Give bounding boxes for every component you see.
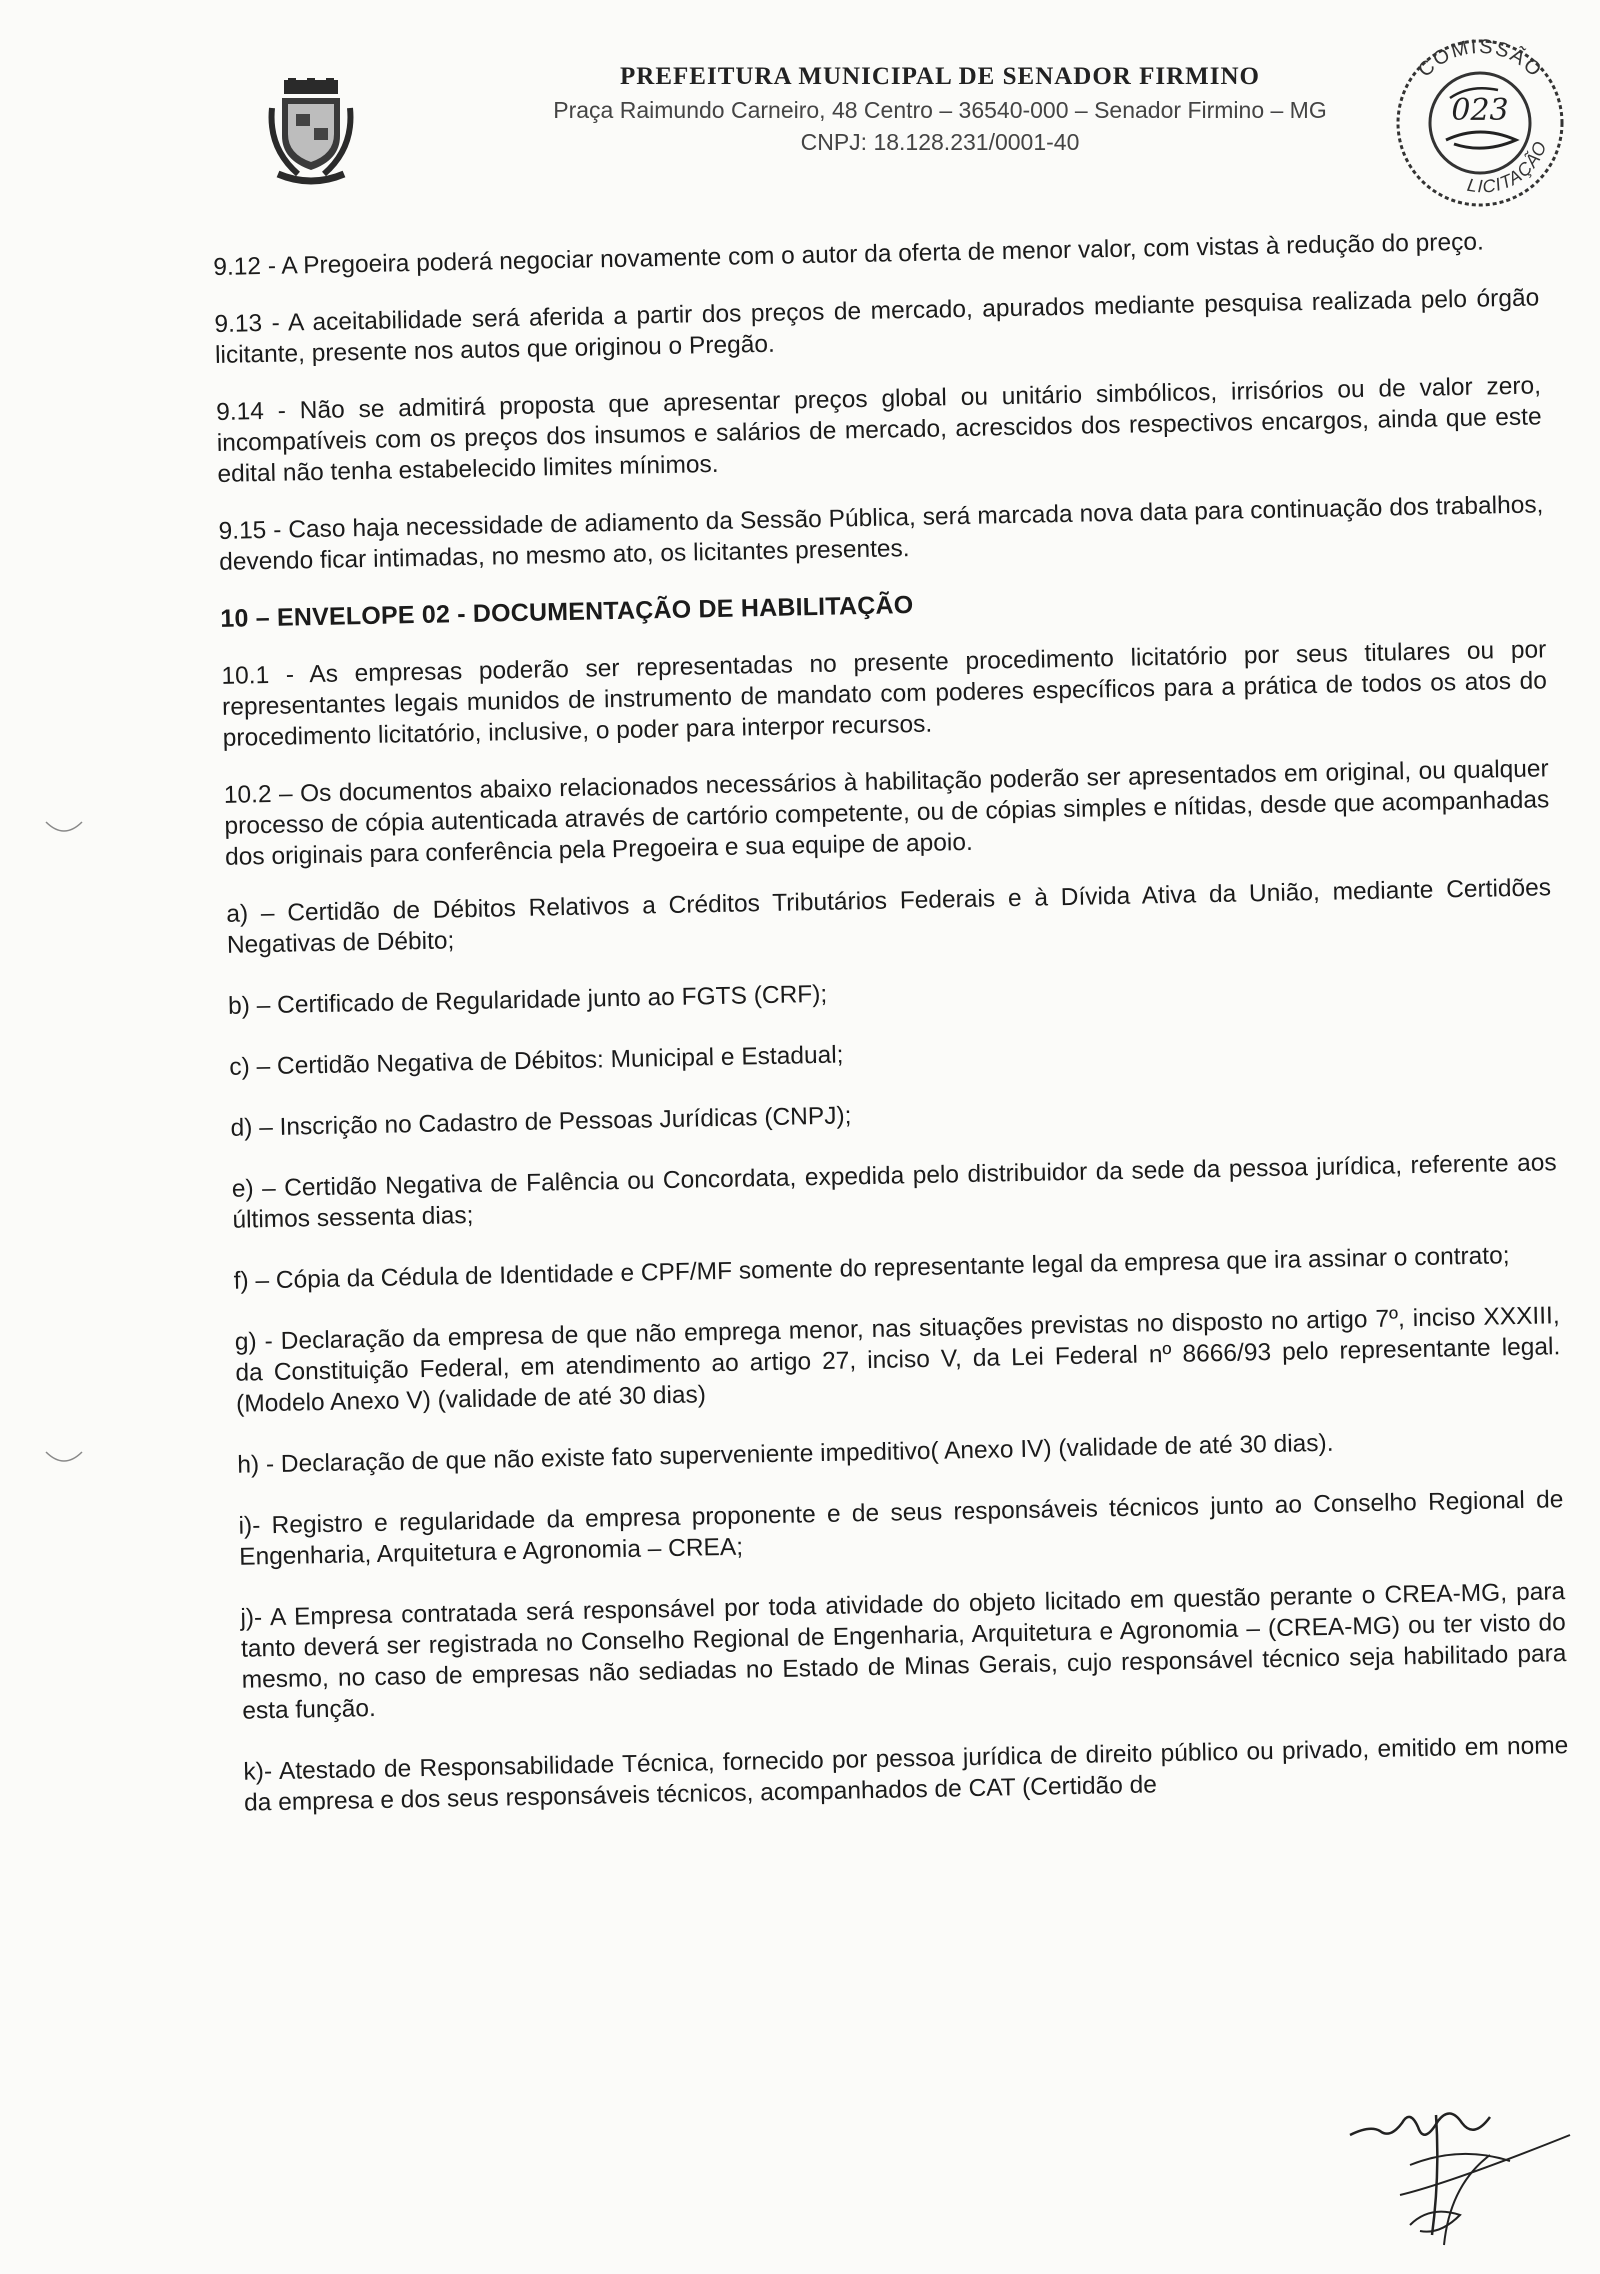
- svg-text:COMISSÃO: COMISSÃO: [1413, 35, 1547, 83]
- clause-9-15: 9.15 - Caso haja necessidade de adiamento da Sessão Pública, será marcada nova data para continuação dos trabalhos, devendo ficar intimadas, no mesmo ato, os licitantes presentes.: [218, 491, 1544, 576]
- section-title: 10 – ENVELOPE 02 - DOCUMENTAÇÃO DE HABILITAÇÃO: [220, 591, 914, 633]
- handwritten-signature: [1340, 2065, 1580, 2255]
- svg-text:LICITAÇÃO: LICITAÇÃO: [1465, 137, 1551, 197]
- letterhead-title: PREFEITURA MUNICIPAL DE SENADOR FIRMINO: [620, 63, 1260, 90]
- list-item-b: b) – Certificado de Regularidade junto ao FGTS (CRF);: [227, 980, 828, 1020]
- clause-9-13: 9.13 - A aceitabilidade será aferida a partir dos preços de mercado, apurados mediante pesquisa realizada pelo órgão licitante, presente nos autos que originou o Pregão.: [214, 284, 1540, 369]
- punch-hole-mark: [44, 818, 84, 838]
- list-item-d: d) – Inscrição no Cadastro de Pessoas Jurídicas (CNPJ);: [230, 1102, 852, 1142]
- list-item-j: j)- A Empresa contratada será responsável por toda atividade do objeto licitado em questão perante o CREA-MG, para tanto deverá ser registrada no Conselho Regional de Engenharia, Arquitetura e Agronomia – (CREA-MG) ou ter visto do mesmo, no caso de empresas não sediadas no Estado de Minas Gerais, cujo responsável técnico seja habilitado para esta função.: [240, 1578, 1567, 1725]
- list-item-k: k)- Atestado de Responsabilidade Técnica, fornecido por pessoa jurídica de direito público ou privado, emitido em nome da empresa e dos seus responsáveis técnicos, acompanhados de CAT (Certidão de: [243, 1732, 1569, 1817]
- letterhead-address: Praça Raimundo Carneiro, 48 Centro – 36540-000 – Senador Firmino – MG: [553, 97, 1327, 123]
- commission-stamp-icon: [1380, 28, 1580, 208]
- letterhead-cnpj: CNPJ: 18.128.231/0001-40: [800, 129, 1080, 155]
- list-item-f: f) – Cópia da Cédula de Identidade e CPF/MF somente do representante legal da empresa que ira assinar o contrato;: [233, 1242, 1510, 1295]
- letterhead: [460, 60, 1420, 158]
- stamp-page-number: 023: [1451, 93, 1509, 128]
- list-item-a: a) – Certidão de Débitos Relativos a Créditos Tributários Federais e à Dívida Ativa da União, mediante Certidões Negativas de Débito;: [226, 874, 1552, 959]
- list-item-c: c) – Certidão Negativa de Débitos: Municipal e Estadual;: [229, 1041, 844, 1081]
- clause-9-14: 9.14 - Não se admitirá proposta que apresentar preços global ou unitário simbólicos, irrisórios ou de valor zero, incompatíveis com os preços dos insumos e salários de mercado, acrescidos dos respectivos encargos, ainda que este edital não tenha estabelecido limites mínimos.: [215, 372, 1542, 488]
- list-item-i: i)- Registro e regularidade da empresa proponente e de seus responsáveis técnicos junto ao Conselho Regional de Engenharia, Arquitetura e Agronomia – CREA;: [238, 1486, 1564, 1571]
- list-item-h: h) - Declaração de que não existe fato superveniente impeditivo( Anexo IV) (validade de até 30 dias).: [237, 1429, 1334, 1479]
- document-body: [213, 225, 1570, 1848]
- list-item-g: g) - Declaração da empresa de que não emprega menor, nas situações previstas no disposto no artigo 7º, inciso XXXIII, da Constituição Federal, em atendimento ao artigo 27, inciso V, da Lei Federal nº 8666/93 pelo representante legal. (Modelo Anexo V) (validade de até 30 dias): [234, 1302, 1561, 1418]
- coat-of-arms-icon: [268, 78, 354, 188]
- clause-9-12: 9.12 - A Pregoeira poderá negociar novamente com o autor da oferta de menor valor, com vistas à redução do preço.: [213, 228, 1484, 281]
- list-item-e: e) – Certidão Negativa de Falência ou Concordata, expedida pelo distribuidor da sede da pessoa jurídica, referente aos últimos sessenta dias;: [231, 1149, 1557, 1234]
- punch-hole-mark: [44, 1448, 84, 1468]
- clause-10-1: 10.1 - As empresas poderão ser representadas no presente procedimento licitatório por seus titulares ou por representantes legais munidos de instrumento de mandato com poderes específicos para a prática de todos os atos do procedimento licitatório, inclusive, o poder para interpor recursos.: [221, 636, 1548, 752]
- clause-10-2: 10.2 – Os documentos abaixo relacionados necessários à habilitação poderão ser apresentados em original, ou qualquer processo de cópia autenticada através de cartório competente, ou de cópias simples e nítidas, desde que acompanhadas dos originais para conferência pela Pregoeira e sua equipe de apoio.: [223, 755, 1550, 871]
